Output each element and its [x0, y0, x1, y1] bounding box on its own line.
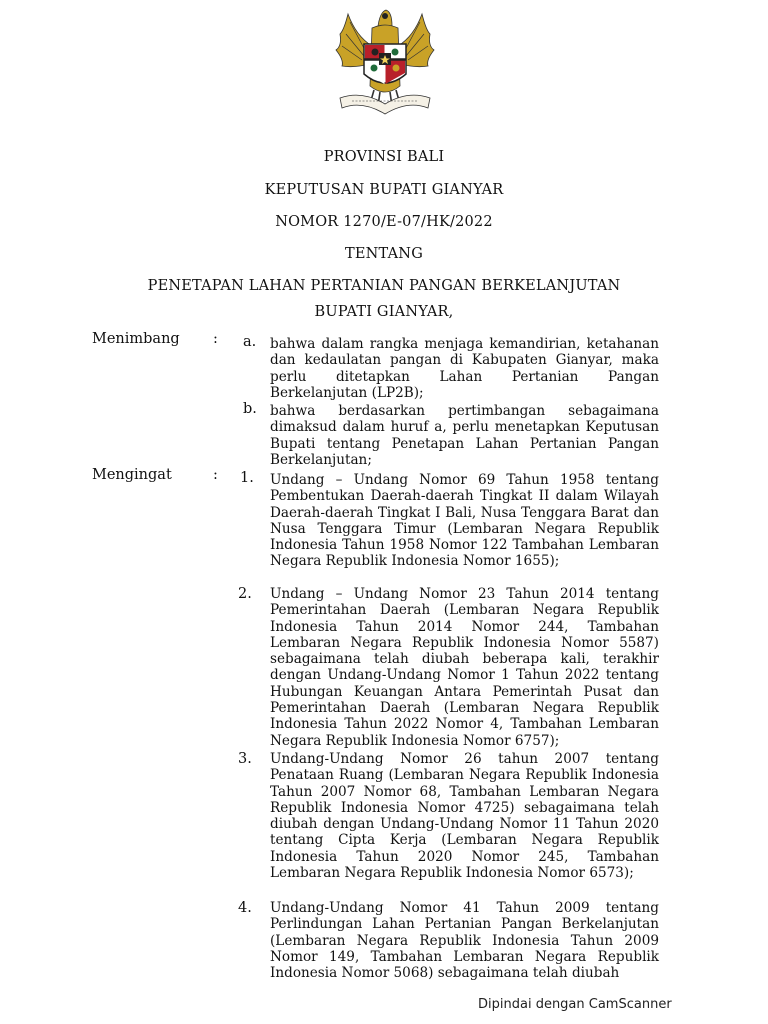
mengingat-item-4: Undang-Undang Nomor 41 Tahun 2009 tentang Perlindungan Lahan Pertanian Pangan Berkelanjutan (Lembaran Negara Republik Indonesia Tahun 2009 Nomor 149, Tambahan Lembaran Negara Republik Indonesia Nomor 5068) sebagaimana telah diubah — [270, 900, 659, 982]
garuda-pancasila-emblem — [326, 6, 444, 118]
mengingat-item-2: Undang – Undang Nomor 23 Tahun 2014 tentang Pemerintahan Daerah (Lembaran Negara Republik Indonesia Tahun 2014 Nomor 244, Tambahan Lembaran Negara Republik Indonesia Nomor 5587) sebagaimana telah diubah beberapa kali, terakhir dengan Undang-Undang Nomor 1 Tahun 2022 tentang Hubungan Keuangan Antara Pemerintah Pusat dan Pemerintahan Daerah (Lembaran Negara Republik Indonesia Tahun 2022 Nomor 4, Tambahan Lembaran Negara Republik Indonesia Nomor 6757); — [270, 586, 659, 749]
mengingat-marker-2: 2. — [238, 586, 252, 602]
decree-number: NOMOR 1270/E-07/HK/2022 — [275, 214, 493, 230]
menimbang-marker-a: a. — [243, 334, 257, 350]
official-title: BUPATI GIANYAR, — [314, 304, 454, 320]
menimbang-item-a: bahwa dalam rangka menjaga kemandirian, ketahanan dan kedaulatan pangan di Kabupaten Gianyar, maka perlu ditetapkan Lahan Pertanian Pangan Berkelanjutan (LP2B); — [270, 336, 659, 401]
menimbang-marker-b: b. — [243, 401, 257, 417]
decree-subject: PENETAPAN LAHAN PERTANIAN PANGAN BERKELANJUTAN — [147, 278, 621, 294]
mengingat-marker-3: 3. — [238, 751, 252, 767]
mengingat-marker-1: 1. — [240, 470, 254, 486]
mengingat-marker-4: 4. — [238, 900, 252, 916]
menimbang-label: Menimbang — [92, 331, 180, 347]
mengingat-colon: : — [213, 467, 218, 483]
decree-title: KEPUTUSAN BUPATI GIANYAR — [264, 182, 504, 198]
menimbang-colon: : — [213, 331, 218, 347]
province-title: PROVINSI BALI — [323, 149, 445, 165]
about-heading: TENTANG — [345, 246, 423, 262]
mengingat-item-1: Undang – Undang Nomor 69 Tahun 1958 tentang Pembentukan Daerah-daerah Tingkat II dalam Wilayah Daerah-daerah Tingkat I Bali, Nusa Tenggara Barat dan Nusa Tenggara Timur (Lembaran Negara Republik Indonesia Tahun 1958 Nomor 122 Tambahan Lembaran Negara Republik Indonesia Nomor 1655); — [270, 472, 659, 570]
mengingat-item-3: Undang-Undang Nomor 26 tahun 2007 tentang Penataan Ruang (Lembaran Negara Republik Indonesia Tahun 2007 Nomor 68, Tambahan Lembaran Negara Republik Indonesia Nomor 4725) sebagaimana telah diubah dengan Undang-Undang Nomor 11 Tahun 2020 tentang Cipta Kerja (Lembaran Negara Republik Indonesia Tahun 2020 Nomor 245, Tambahan Lembaran Negara Republik Indonesia Nomor 6573); — [270, 751, 659, 882]
menimbang-item-b: bahwa berdasarkan pertimbangan sebagaimana dimaksud dalam huruf a, perlu menetapkan Keputusan Bupati tentang Penetapan Lahan Pertanian Pangan Berkelanjutan; — [270, 403, 659, 468]
mengingat-label: Mengingat — [92, 467, 172, 483]
scanner-watermark: Dipindai dengan CamScanner — [478, 997, 672, 1012]
